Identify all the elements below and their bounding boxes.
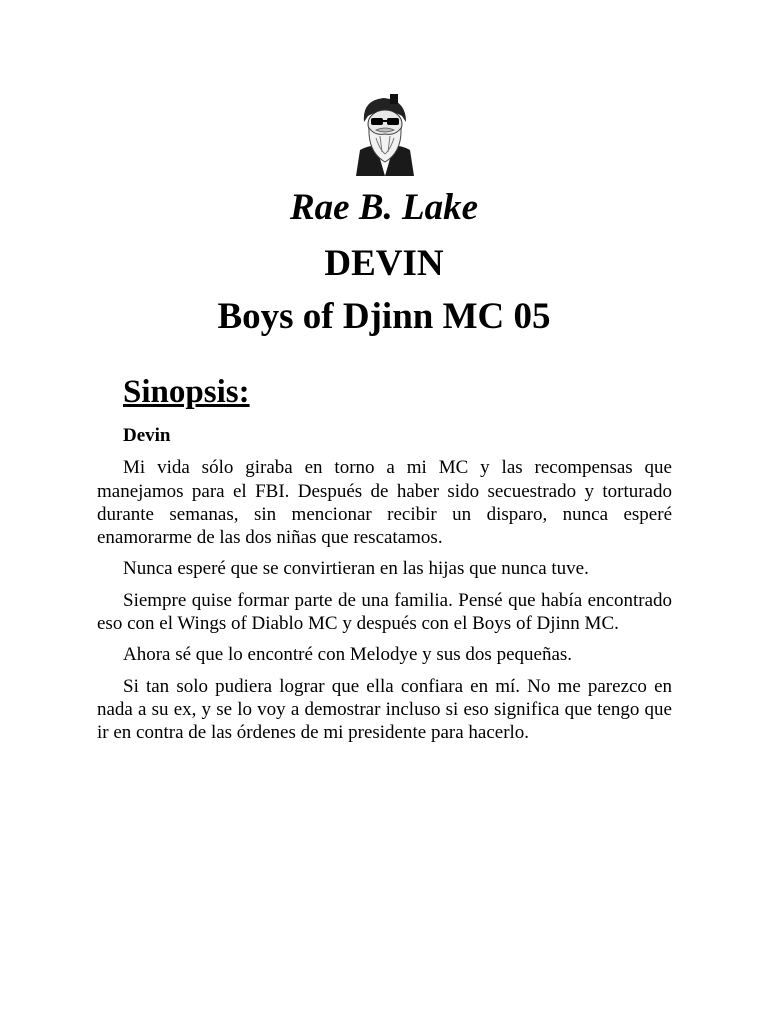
synopsis-paragraph: Ahora sé que lo encontré con Melodye y sus dos pequeñas.	[123, 644, 573, 666]
synopsis-heading: Sinopsis:	[123, 374, 250, 410]
book-title: DEVIN	[324, 243, 444, 284]
synopsis-body	[97, 424, 672, 753]
synopsis-paragraph: Mi vida sólo giraba en torno a mi MC y las recompensas que manejamos para el FBI. Después de haber sido secuestrado y torturado durante semanas, sin mencionar recibir un disparo, nunca esperé enamorarme de las dos niñas que rescatamos.	[97, 457, 672, 549]
synopsis-paragraph: Si tan solo pudiera lograr que ella confiara en mí. No me parezco en nada a su ex, y se lo voy a demostrar incluso si eso significa que tengo que ir en contra de las órdenes de mi presidente para hacerlo.	[97, 675, 672, 744]
speaker-name: Devin	[123, 425, 171, 446]
series-title: Boys of Djinn MC 05	[217, 296, 551, 337]
synopsis-paragraph: Nunca esperé que se convirtieran en las hijas que nunca tuve.	[123, 558, 589, 580]
biker-logo-icon	[350, 92, 420, 176]
synopsis-paragraph: Siempre quise formar parte de una familia. Pensé que había encontrado eso con el Wings of Diablo MC y después con el Boys of Djinn MC.	[97, 589, 672, 635]
author-name: Rae B. Lake	[289, 187, 479, 228]
